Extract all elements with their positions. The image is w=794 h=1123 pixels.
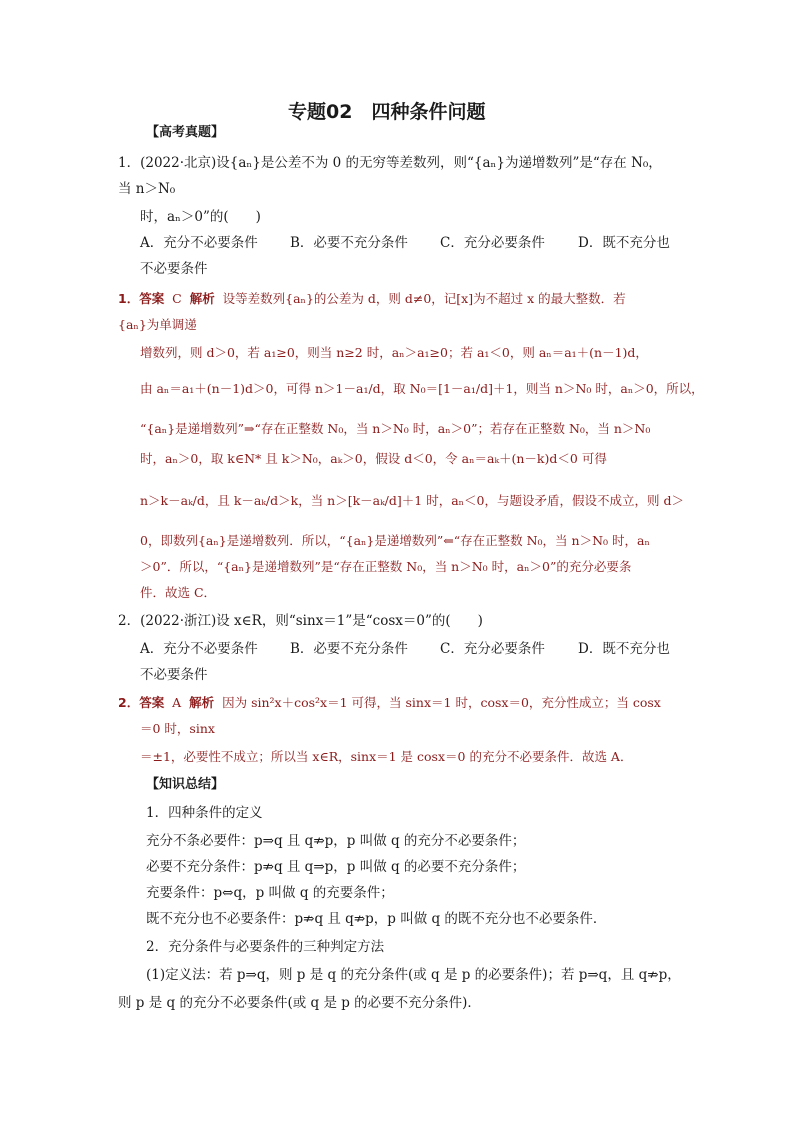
q2-option-c: C．充分必要条件: [440, 641, 545, 657]
q1-stem-line2: 当 n＞N₀: [118, 181, 176, 197]
a1-line6: 时，aₙ＞0，取 k∈N* 且 k＞N₀，aₖ＞0，假设 d＜0，令 aₙ＝aₖ＋(n－k)d＜0 可得: [140, 451, 607, 466]
q2-option-b: B．必要不充分条件: [290, 641, 408, 657]
q1-options: [140, 234, 670, 252]
a1-line3: 增数列，则 d＞0，若 a₁≥0，则当 n≥2 时，aₙ＞a₁≥0；若 a₁＜0，则 aₙ＝a₁＋(n－1)d，: [140, 345, 648, 360]
q2-option-d-cont: 不必要条件: [140, 667, 208, 683]
a1-line4: 由 aₙ＝a₁＋(n－1)d＞0，可得 n＞1－a₁/d，取 N₀＝[1－a₁/d]＋1，则当 n＞N₀ 时，aₙ＞0，所以，: [140, 381, 704, 396]
a2-choice: A: [172, 695, 182, 710]
a1-line8: 0，即数列{aₙ}是递增数列．所以，“{aₙ}是递增数列”⇐“存在正整数 N₀，当 n＞N₀ 时，aₙ: [140, 533, 650, 548]
q1-stem-line1: 1．(2022·北京)设{aₙ}是公差不为 0 的无穷等差数列，则“{aₙ}为递增数列”是“存在 N₀，: [118, 155, 662, 171]
knowledge-heading-1: 1．四种条件的定义: [146, 805, 263, 821]
q2-options: [140, 640, 670, 658]
a2-text-1: 因为 sin²x＋cos²x＝1 可得，当 sinx＝1 时，cosx＝0，充分性成立；当 cosx: [222, 695, 661, 710]
a2-line3: ＝±1，必要性不成立；所以当 x∈R，sinx＝1 是 cosx＝0 的充分不必要条件．故选 A．: [140, 749, 633, 764]
knowledge-line-2: 必要不充分条件：p⇏q 且 q⇒p，p 叫做 q 的必要不充分条件；: [146, 859, 526, 875]
knowledge-line-3: 充要条件：p⇔q，p 叫做 q 的充要条件；: [146, 885, 394, 901]
q2-option-d: D．既不充分也: [578, 641, 670, 657]
a1-line9: ＞0”．所以，“{aₙ}是递增数列”是“存在正整数 N₀，当 n＞N₀ 时，aₙ＞0”的充分必要条: [140, 559, 632, 574]
a1-label: 1．答案: [118, 291, 165, 306]
section-heading-knowledge: 【知识总结】: [146, 777, 225, 792]
knowledge-method-1-cont: 则 p 是 q 的充分不必要条件(或 q 是 p 的必要不充分条件)．: [118, 995, 481, 1011]
q1-option-a: A．充分不必要条件: [140, 235, 258, 251]
q1-option-d: D．既不充分也: [578, 235, 670, 251]
section-heading-gaokao: 【高考真题】: [146, 125, 225, 140]
a1-jiexi: 解析: [189, 291, 215, 306]
knowledge-line-1: 充分不条必要件：p⇒q 且 q⇏p，p 叫做 q 的充分不必要条件；: [146, 833, 526, 849]
a1-text-1: 设等差数列{aₙ}的公差为 d，则 d≠0，记[x]为不超过 x 的最大整数．若: [222, 291, 626, 306]
a2-line1: [118, 694, 661, 712]
knowledge-line-4: 既不充分也不必要条件：p⇏q 且 q⇏p，p 叫做 q 的既不充分也不必要条件．: [146, 911, 607, 927]
knowledge-heading-2: 2．充分条件与必要条件的三种判定方法: [146, 939, 385, 955]
a2-jiexi: 解析: [189, 695, 215, 710]
a1-line10: 件．故选 C．: [140, 585, 217, 600]
a1-line7: n＞k－aₖ/d，且 k－aₖ/d＞k，当 n＞[k－aₖ/d]＋1 时，aₙ＜0，与题设矛盾，假设不成立，则 d＞: [140, 493, 684, 508]
a2-label: 2．答案: [118, 695, 165, 710]
page-title: 专题02 四种条件问题: [288, 101, 486, 123]
q1-option-d-cont: 不必要条件: [140, 261, 208, 277]
q2-option-a: A．充分不必要条件: [140, 641, 258, 657]
q2-stem: 2．(2022·浙江)设 x∈R，则“sinx＝1”是“cosx＝0”的( ): [118, 613, 483, 629]
q1-option-b: B．必要不充分条件: [290, 235, 408, 251]
a1-line2: {aₙ}为单调递: [118, 317, 197, 332]
a1-line1: [118, 290, 626, 308]
q1-stem-line3: 时，aₙ＞0”的( ): [140, 209, 261, 225]
a1-choice: C: [172, 291, 182, 306]
a1-line5: “{aₙ}是递增数列”⇒“存在正整数 N₀，当 n＞N₀ 时，aₙ＞0”；若存在正整数 N₀，当 n＞N₀: [140, 421, 651, 436]
a2-line2: ＝0 时，sinx: [140, 721, 215, 736]
knowledge-method-1: (1)定义法：若 p⇒q，则 p 是 q 的充分条件(或 q 是 p 的必要条件)；若 p⇒q，且 q⇏p，: [146, 967, 681, 983]
q1-option-c: C．充分必要条件: [440, 235, 545, 251]
